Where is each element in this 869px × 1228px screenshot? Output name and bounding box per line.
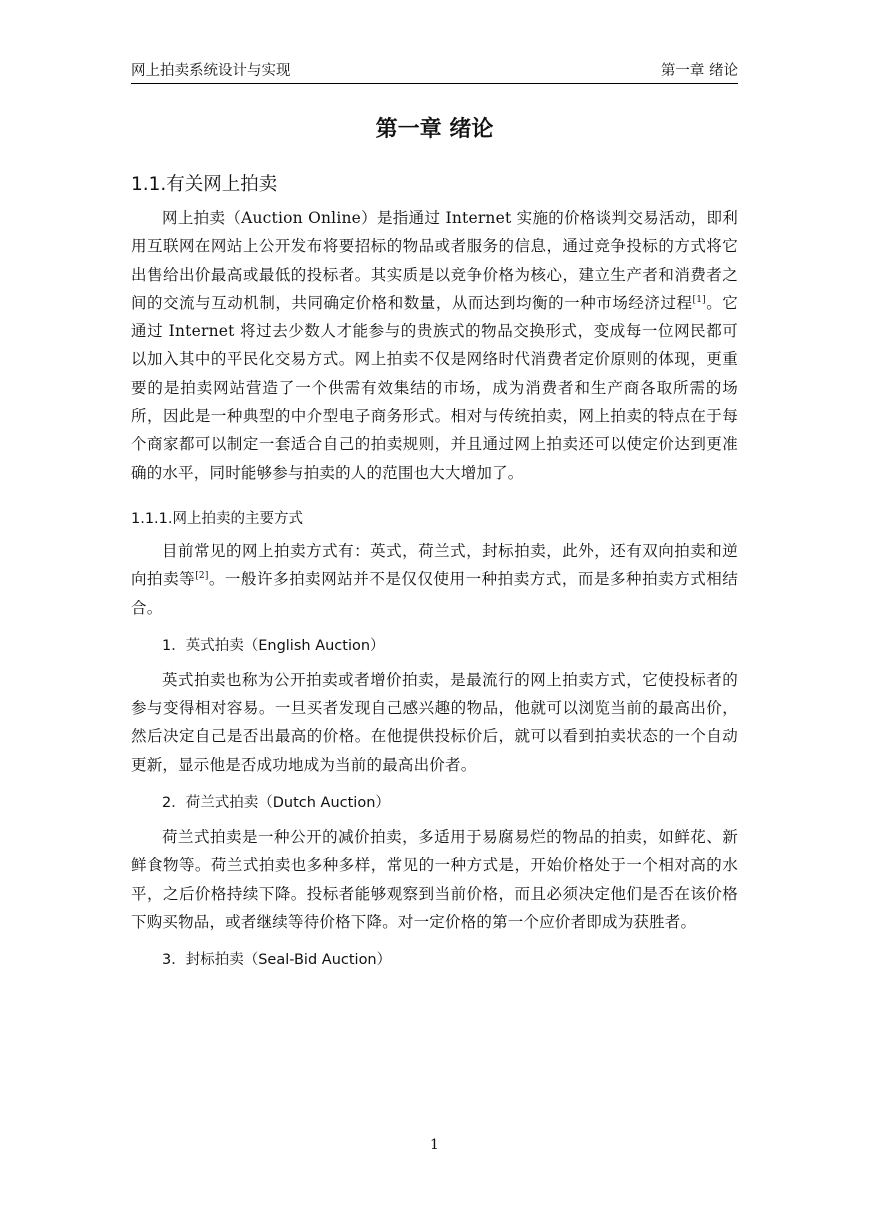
page-number: 1 <box>430 1137 439 1153</box>
paragraph-intro-text-a: 网上拍卖（Auction Online）是指通过 Internet 实施的价格谈判交易活动，即利用互联网在网站上公开发布将要招标的物品或者服务的信息，通过竞争投标的方式将它出售给出价最高或最低的投标者。其实质是以竞争价格为核心，建立生产者和消费者之间的交流与互动机制，共同确定价格和数量，从而达到均衡的一种市场经济过程 <box>131 209 738 312</box>
section-heading-1-1-1: 1.1.1.网上拍卖的主要方式 <box>131 510 304 527</box>
running-header <box>131 60 738 84</box>
header-book-title: 网上拍卖系统设计与实现 <box>131 63 291 79</box>
citation-ref-2: [2] <box>195 571 209 582</box>
paragraph-methods-text-a: 目前常见的网上拍卖方式有：英式，荷兰式，封标拍卖，此外，还有双向拍卖和逆向拍卖等 <box>131 541 738 589</box>
paragraph-intro-text-b: 。它通过 Internet 将过去少数人才能参与的贵族式的物品交换形式，变成每一位网民都可以加入其中的平民化交易方式。网上拍卖不仅是网络时代消费者定价原则的体现，更重要的是拍卖网站营造了一个供需有效集结的市场，成为消费者和生产商各取所需的场所，因此是一种典型的中介型电子商务形式。相对与传统拍卖，网上拍卖的特点在于每个商家都可以制定一套适合自己的拍卖规则，并且通过网上拍卖还可以使定价达到更准确的水平，同时能够参与拍卖的人的范围也大大增加了。 <box>131 293 738 482</box>
item-heading-dutch-auction: 2．荷兰式拍卖（Dutch Auction） <box>162 795 390 812</box>
paragraph-intro <box>131 204 738 487</box>
header-chapter-title: 第一章 绪论 <box>660 63 738 79</box>
paragraph-methods <box>131 537 738 622</box>
chapter-title: 第一章 绪论 <box>375 117 494 142</box>
item-heading-seal-bid-auction: 3．封标拍卖（Seal-Bid Auction） <box>162 952 392 969</box>
citation-ref-1: [1] <box>692 294 706 305</box>
paragraph-methods-text-b: 。一般许多拍卖网站并不是仅仅使用一种拍卖方式，而是多种拍卖方式相结合。 <box>131 570 738 617</box>
section-heading-1-1: 1.1.有关网上拍卖 <box>131 174 278 195</box>
body-content <box>131 170 738 980</box>
item-heading-english-auction: 1．英式拍卖（English Auction） <box>162 637 385 654</box>
paragraph-english-auction: 英式拍卖也称为公开拍卖或者增价拍卖，是最流行的网上拍卖方式，它使投标者的参与变得相对容易。一旦买者发现自己感兴趣的物品，他就可以浏览当前的最高出价，然后决定自己是否出最高的价格。在他提供投标价后，就可以看到拍卖状态的一个自动更新，显示他是否成功地成为当前的最高出价者。 <box>131 670 738 774</box>
paragraph-dutch-auction: 荷兰式拍卖是一种公开的减价拍卖，多适用于易腐易烂的物品的拍卖，如鲜花、新鲜食物等。荷兰式拍卖也多种多样，常见的一种方式是，开始价格处于一个相对高的水平，之后价格持续下降。投标者能够观察到当前价格，而且必须决定他们是否在该价格下购买物品，或者继续等待价格下降。对一定价格的第一个应价者即成为获胜者。 <box>131 828 738 931</box>
